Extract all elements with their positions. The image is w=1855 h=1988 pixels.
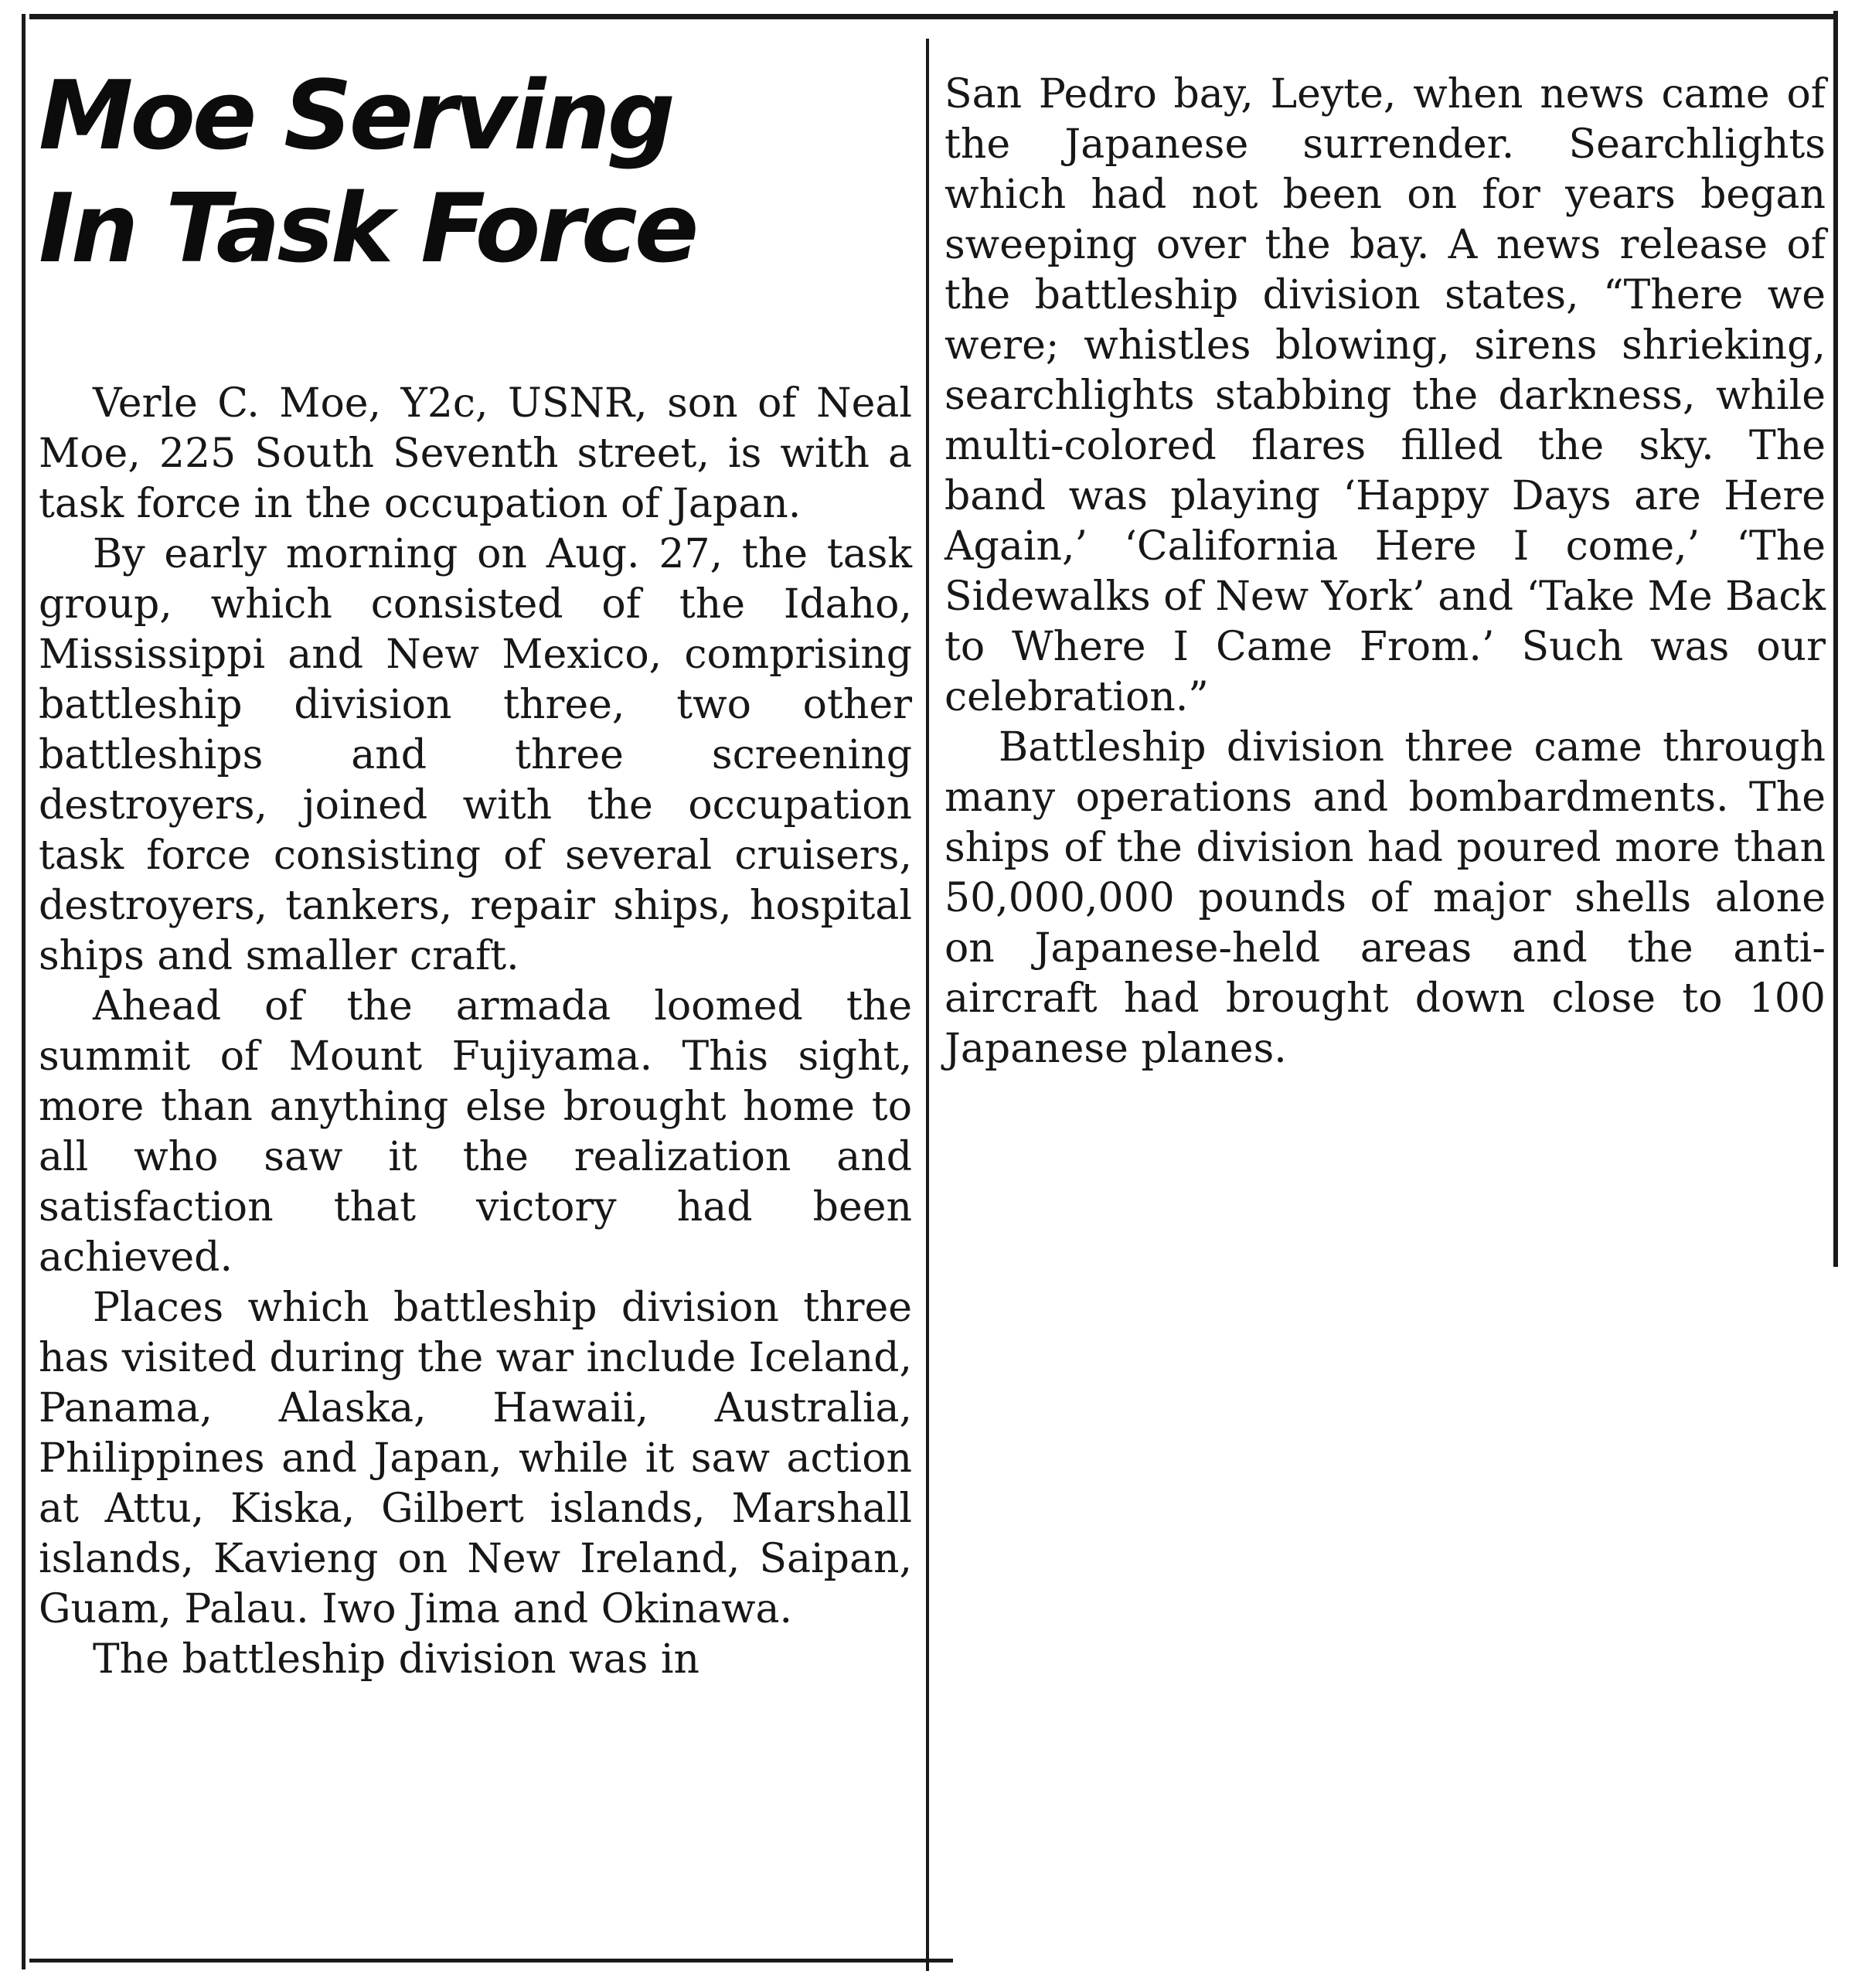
headline-line-1: Moe Serving — [39, 61, 672, 172]
left-column — [39, 379, 912, 1685]
paragraph: San Pedro bay, Leyte, when news came of the Japanese surrender. Searchlights which had not been on for years began sweeping over the bay. A news release of the battleship division states, “There we were; whistles blowing, sirens shrieking, searchlights stabbing the darkness, while multi-colored flares filled the sky. The band was playing ‘Happy Days are Here Again,’ ‘California Here I come,’ ‘The Sidewalks of New York’ and ‘Take Me Back to Where I Came From.’ Such was our celebration.” — [945, 71, 1826, 720]
paragraph: Battleship division three came through many operations and bombardments. The ships of the division had poured more than 50,000,000 pounds of major shells alone on Japanese-held areas and the anti-aircraft had brought down close to 100 Japanese planes. — [945, 724, 1826, 1072]
paragraph: Ahead of the armada loomed the summit of Mount Fujiyama. This sight, more than anything else brought home to all who saw it the realization and satisfaction that victory had been achieved. — [39, 983, 912, 1281]
left-rule — [22, 14, 26, 1969]
paragraph: The battleship division was in — [93, 1636, 700, 1683]
top-rule — [29, 14, 1833, 19]
paragraph: Verle C. Moe, Y2c, USNR, son of Neal Moe, 225 South Seventh street, is with a task force in the occupation of Japan. — [39, 380, 912, 527]
headline-line-2: In Task Force — [39, 174, 696, 284]
bottom-rule — [29, 1959, 953, 1962]
right-rule — [1833, 11, 1838, 1267]
column-divider — [926, 39, 929, 1971]
headline — [39, 60, 920, 286]
paragraph: Places which battleship division three has visited during the war include Iceland, Panama, Alaska, Hawaii, Australia, Philippines and Japan, while it saw action at Attu, Kiska, Gilbert islands, Marshall islands, Kavieng on New Ireland, Saipan, Guam, Palau. Iwo Jima and Okinawa. — [39, 1285, 913, 1632]
paragraph: By early morning on Aug. 27, the task group, which consisted of the Idaho, Mississippi and New Mexico, comprising battleship division three, two other battleships and three screening destroyers, joined with the occupation task force consisting of several cruisers, destroyers, tankers, repair ships, hospital ships and smaller craft. — [39, 531, 912, 979]
right-column — [945, 70, 1826, 1074]
